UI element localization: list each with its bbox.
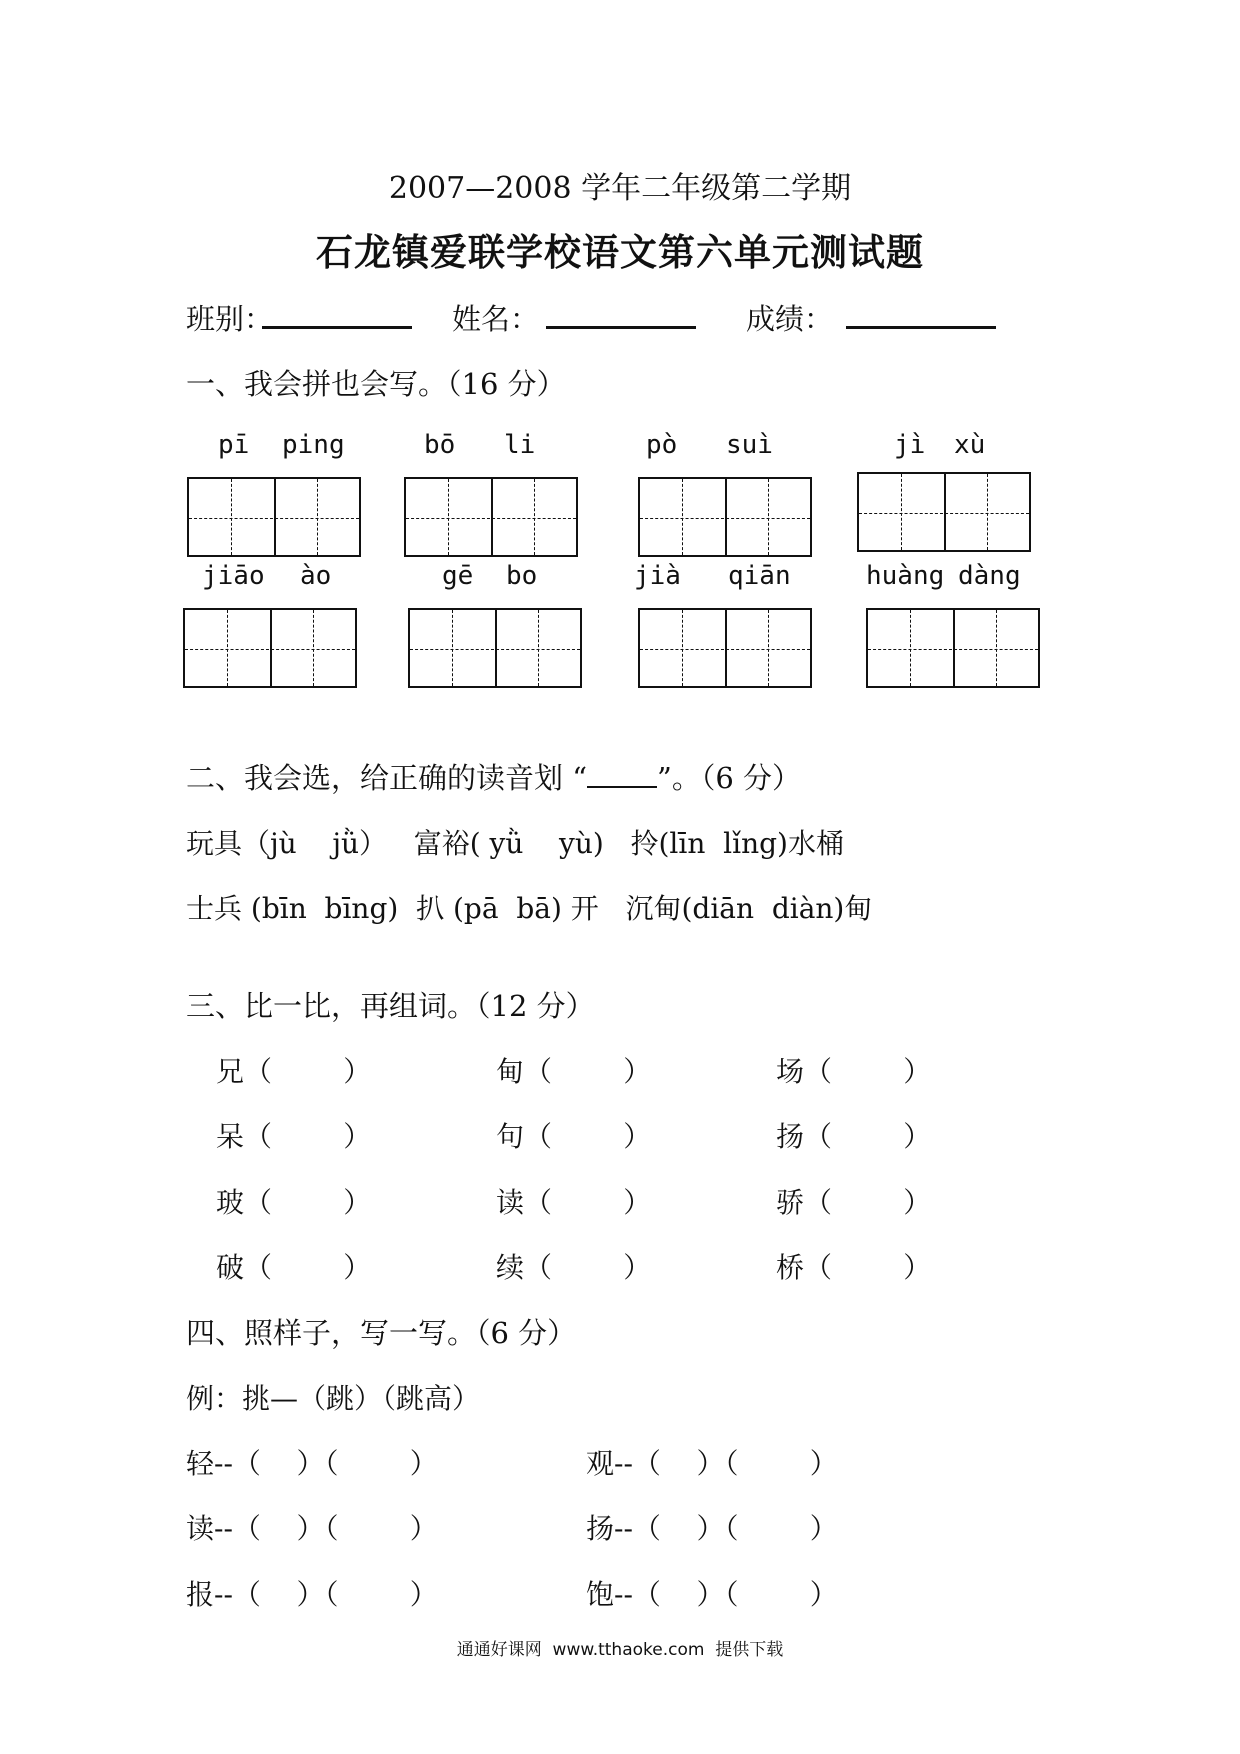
word-group-item[interactable]: 场（ ）: [776, 1055, 932, 1088]
word-group-item[interactable]: 兄（ ）: [216, 1055, 372, 1088]
pinyin: xù: [954, 430, 986, 460]
pinyin: gē: [442, 561, 474, 591]
exam-title: 石龙镇爱联学校语文第六单元测试题: [316, 230, 924, 274]
write-item[interactable]: 饱--（ ）（ ）: [586, 1578, 838, 1611]
word-group-item[interactable]: 骄（ ）: [776, 1186, 932, 1219]
word-group-item[interactable]: 扬（ ）: [776, 1120, 932, 1153]
section1-heading: 一、我会拼也会写。（16 分）: [186, 367, 566, 401]
pinyin: bo: [506, 561, 538, 591]
section3-heading: 三、比一比，再组词。（12 分）: [186, 989, 595, 1023]
word-group-item[interactable]: 呆（ ）: [216, 1120, 372, 1153]
name-blank[interactable]: [546, 326, 696, 329]
pinyin: suì: [726, 430, 773, 460]
underline-sample: [587, 762, 657, 788]
section2-heading-post: ”。（6 分）: [657, 761, 802, 795]
writing-grid[interactable]: [183, 608, 357, 688]
pinyin: qiān: [728, 561, 791, 591]
score-blank[interactable]: [846, 326, 996, 329]
writing-grid[interactable]: [857, 472, 1031, 552]
section2-line2: 士兵 (bīn bīng) 扒 (pā bā) 开 沉甸(diān diàn)甸: [186, 892, 873, 925]
write-item[interactable]: 观--（ ）（ ）: [586, 1447, 838, 1480]
footer-text: 通通好课网 www.tthaoke.com 提供下载: [456, 1640, 784, 1660]
write-item[interactable]: 读--（ ）（ ）: [186, 1512, 438, 1545]
pinyin: dàng: [958, 561, 1021, 591]
writing-grid[interactable]: [638, 477, 812, 557]
pinyin: ping: [282, 430, 345, 460]
word-group-item[interactable]: 读（ ）: [496, 1186, 652, 1219]
name-label: 姓名：: [452, 302, 540, 336]
pinyin: jià: [634, 561, 681, 591]
word-group-item[interactable]: 玻（ ）: [216, 1186, 372, 1219]
writing-grid[interactable]: [408, 608, 582, 688]
pinyin: ào: [300, 561, 332, 591]
word-group-item[interactable]: 续（ ）: [496, 1251, 652, 1284]
write-item[interactable]: 扬--（ ）（ ）: [586, 1512, 838, 1545]
pinyin: bō: [424, 430, 456, 460]
score-label: 成绩：: [746, 302, 834, 336]
word-group-item[interactable]: 甸（ ）: [496, 1055, 652, 1088]
pinyin: jiāo: [202, 561, 265, 591]
pinyin: jì: [894, 430, 926, 460]
section4-example: 例：挑—（跳）（跳高）: [186, 1382, 481, 1415]
pinyin: li: [504, 430, 536, 460]
word-group-item[interactable]: 桥（ ）: [776, 1251, 932, 1284]
pinyin: pò: [646, 430, 678, 460]
exam-subtitle: 2007—2008 学年二年级第二学期: [388, 171, 852, 206]
writing-grid[interactable]: [187, 477, 361, 557]
section2-line1: 玩具（jù jǜ） 富裕( yǜ yù) 拎(līn lǐng)水桶: [186, 827, 844, 860]
section2-heading-pre: 二、我会选，给正确的读音划 “: [186, 761, 588, 795]
class-label: 班别：: [186, 302, 274, 336]
class-blank[interactable]: [262, 326, 412, 329]
writing-grid[interactable]: [866, 608, 1040, 688]
word-group-item[interactable]: 破（ ）: [216, 1251, 372, 1284]
writing-grid[interactable]: [404, 477, 578, 557]
word-group-item[interactable]: 句（ ）: [496, 1120, 652, 1153]
writing-grid[interactable]: [638, 608, 812, 688]
section2-heading: [186, 756, 801, 797]
write-item[interactable]: 报--（ ）（ ）: [186, 1578, 438, 1611]
section4-heading: 四、照样子，写一写。（6 分）: [186, 1316, 577, 1350]
pinyin: huàng: [866, 561, 945, 591]
pinyin: pī: [218, 430, 250, 460]
write-item[interactable]: 轻--（ ）（ ）: [186, 1447, 438, 1480]
